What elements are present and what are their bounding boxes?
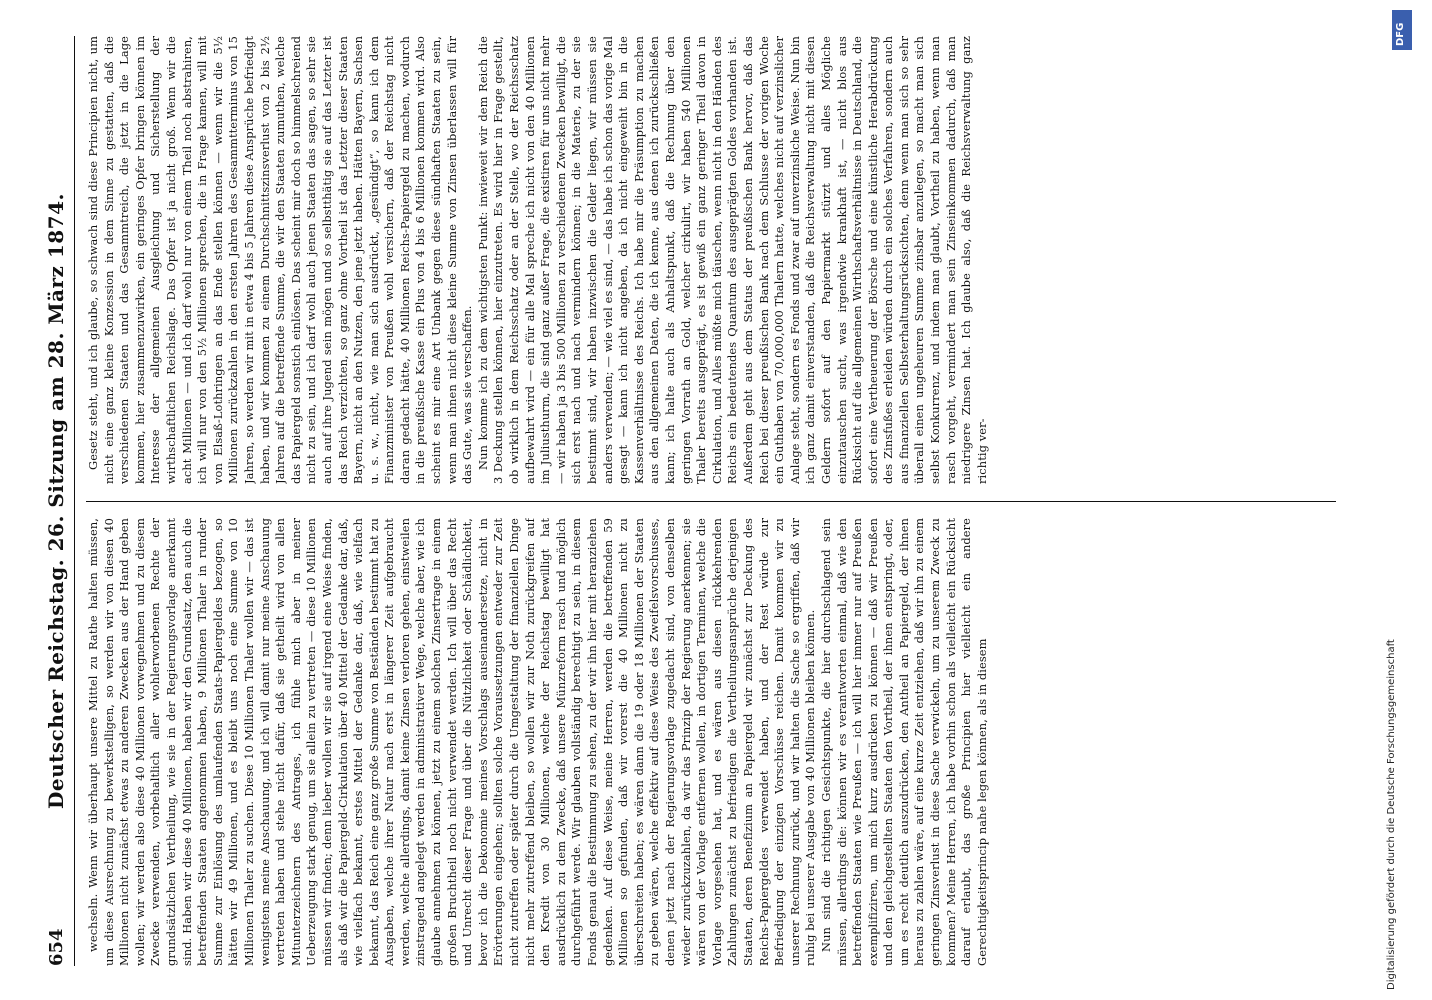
credit-text: Digitalisierung gefördert durch die Deutsche Forschungsgemeinschaft — [1386, 639, 1397, 990]
paragraph: Gesetz steht, und ich glaube, so schwach sind diese Principien nicht, um nicht eine ganz kleine Konzession in dem Sinne zu gestatten, daß die verschiedenen Staaten und das Gesammtreich, die jetzt in die Lage kommen, hier zusammenzuwirken, ein geringes Opfer bringen können im Interesse der allgemeinen Ausgleichung und Sicherstellung der wirthschaftlichen Reichslage. Das Opfer ist ja nicht groß. Wenn wir die acht Millionen — und ich darf wohl nur von einem Theil noch abstrahiren, ich will nur von den 5½ Millionen sprechen, die in Frage kamen, will mit von Elsaß-Lothringen an das Ende stellen können — wenn wir die 5½ Millionen zurückzahlen in den ersten Jahren des Gesammtterminus von 15 Jahren, so werden wir mit in etwa 4 bis 5 Jahren diese Ansprüche befriedigt haben, und wir kommen zu einem Durchschnittszinsverlust von 2 bis 2½ Jahren auf die betreffende Summe, die wir den Staaten zumuthen, welche das Papiergeld sonstich einlösen. Das scheint mir doch so himmelschreiend nicht zu sein, und ich darf wohl auch jenen Staaten das sagen, so sehr sie auch auf ihre Jugend sein mögen und so selbstthätig sie auf das Letzter ist das Reich verzichten, so ganz ohne Vortheil ist das Letzter dieser Staaten Bayern, nicht an den Nutzen, den jene jetzt haben. Hätten Bayern, Sachsen u. s. w., nicht, wie man sich ausdrückt, „gesündigt“, so kann ich dem Finanzminister von Preußen wohl versichern, daß der Reichstag nicht daran gedacht hätte, 40 Millionen Reichs-Papiergeld zu machen, wodurch in die preußische Kasse ein Plus von 4 bis 6 Millionen kommen wird. Also scheint es mir eine Art Unbank gegen diese sündhaften Staaten zu sein, wenn man ihnen nicht diese kleine Summe von Zinsen überlassen will für das Gute, was sie verschaffen. — [86, 36, 475, 484]
page-number: 654 — [46, 928, 67, 966]
dfg-logo-text: DFG — [1395, 22, 1406, 46]
text-columns — [86, 36, 1336, 966]
dfg-logo — [1392, 10, 1412, 50]
paragraph: Nun sind die richtigen Gesichtspunkte, die hier durchschlagend sein müssen, allerdings die: können wir es verantworten einmal, daß wie den betreffenden Staaten wie Preußen — ich will hier immer nur auf Preußen exemplifiziren, um mich kurz ausdrücken zu können — daß wir Preußen und den gleichgestellten Staaten den Vortheil, der ihnen entspringt, oder, um es recht deutlich auszudrücken, den Antheil an Papiergeld, der ihnen heraus zu zahlen wäre, auf eine kurze Zeit entziehen, daß wir ihn zu einem geringen Zinsverlust in diese Sache verwickeln, um zu unserem Zweck zu kommen? Meine Herren, ich habe vorhin schon als vielleicht ein Rücksicht darauf erlaubt, das große Principien hier vielleicht ein andere Gerechtigkeitsprincip nahe legen können, als in diesem — [818, 518, 989, 966]
page-header — [40, 36, 75, 966]
digitization-credit — [1382, 0, 1422, 1000]
paragraph: wechseln. Wenn wir überhaupt unsere Mittel zu Rathe halten müssen, um diese Ausrechnung zu bewerkstelligen, so werden wir von diesen 40 Millionen nicht zunächst etwas zu anderen Zwecken aus der Hand geben wollen; wir werden also diese 40 Millionen vorwegnehmen und zu diesem Zwecke verwenden, vorbehaltlich aller wohlerworbenen Rechte der grundsätzlichen Vertheilung, wie sie in der Regierungsvorlage anerkannt sind. Haben wir diese 40 Millionen, haben wir den Grundsatz, den auch die betreffenden Staaten angenommen haben, 9 Millionen Thaler in runder Summe zur Einlösung des umlaufenden Staats-Papiergeldes bezogen, so hätten wir 49 Millionen, und es bleibt uns noch eine Summe von 10 Millionen Thaler zu suchen. Diese 10 Millionen Thaler wollen wir — das ist wenigstens meine Anschauung, und ich will damit nur meine Anschauung vertreten haben und stehe nicht dafür, daß sie getheilt wird von allen Mitunterzeichnern des Antrages, ich fühle mich aber in meiner Ueberzeugung stark genug, um sie allein zu vertreten — diese 10 Millionen müssen wir finden; denn lieber wollen wir sie auf irgend eine Weise finden, als daß wir die Papiergeld-Cirkulation über 40 Mittel der Gedanke dar, daß, wie vielfach bekannt, erstes Mittel der Gedanke dar, daß, wie vielfach bekannt, das Reich eine ganz große Summe von Beständen bestimmt hat zu Ausgaben, welche ihrer Natur nach erst in längerer Zeit aufgebraucht werden, welche allerdings, damit keine Zinsen verloren gehen, einstweilen zinstragend angelegt werden in administrativer Wege, welche aber, wie ich glaube annehmen zu können, jetzt zu einem solchen Zinsertrage in einem großen Bruchtheil noch nicht verwendet werden. Ich will über das Recht und Unrecht dieser Frage und über die Nützlichkeit oder Schädlichkeit, bevor ich die Dekonomie meines Vorschlags auseinandersetze, nicht in Erörterungen eingehen; sollten solche Voraussetzungen entweder zur Zeit nicht zutreffen oder später durch die Umgestaltung der finanziellen Dinge nicht mehr zutreffend bleiben, so wollen wir zur Noth zurückgreifen auf den Kredit von 30 Millionen, welche der Reichstag bewilligt hat ausdrücklich zu dem Zwecke, daß unsere Münzreform rasch und möglich durchgeführt werde. Wir glauben vollständig berechtigt zu sein, in diesem Fonds genau die Bestimmung zu sehen, zu der wir ihn hier mit heranziehen gedenken. Auf diese Weise, meine Herren, werden die betreffenden 59 Millionen so gefunden, daß wir vorerst die 40 Millionen nicht zu überschreiten haben; es wären dann die 19 oder 18 Millionen der Staaten zu geben wären, welche effektiv auf diese Weise des Zweifelsvorschusses, denen jetzt nach der Regierungsvorlage zugedacht sind, von denselben wieder zurückzuzahlen, da wir das Prinzip der Regierung anerkennen; sie wären von der Vorlage entfernen wollen, in dortigen Terminen, welche die Vorlage vorgesehen hat, und es wären aus diesen rückkehrenden Zahlungen zunächst zu befriedigen die Vertheilungsansprüche derjenigen Staaten, deren Benefizium an Papiergeld wir zunächst zur Deckung des Reichs-Papiergeldes verwendet haben, und der Rest würde zur Befriedigung der einzigen Vorschüsse reichen. Damit kommen wir zu unserer Rechnung zurück, und wir halten die Sache so ergriffen, daß wir ruhig bei unserer Ausgabe von 40 Millionen bleiben können. — [86, 518, 818, 966]
left-column — [86, 518, 1336, 966]
column-divider — [86, 501, 1336, 502]
paragraph: Nun komme ich zu dem wichtigsten Punkt: inwieweit wir dem Reich die 3 Deckung stellen können, hier einzutreten. Es wird hier in Frage gestellt, ob wirklich in dem Reichsschatz oder an der Stelle, wo der Reichsschatz aufbewahrt wird — ein für alle Mal spreche ich nicht von den 40 Millionen im Juliusthurm, die sind ganz außer Frage, die existiren für uns nicht mehr — wir haben ja 3 bis 500 Millionen zu verschiedenen Zwecken bewilligt, die sich erst nach und nach vermindern können; in die Materie, zu der sie bestimmt sind, wir haben inzwischen die Gelder liegen, wir müssen sie anders verwenden; — wie viel es sind, — das habe ich schon das vorige Mal gesagt — kann ich nicht angeben, da ich nicht eingeweiht bin in die Kassenverhältnisse des Reichs. Ich habe mir die Präsumption zu machen aus den allgemeinen Daten, die ich kenne, aus denen ich zurückschließen kann; ich halte auch als Anhaltspunkt, daß die Rechnung über den geringen Vorrath an Gold, welcher cirkulirt, wir haben 540 Millionen Thaler bereits ausgeprägt, es ist gewiß ein ganz geringer Theil davon in Cirkulation, und Alles müßte mich täuschen, wenn nicht in den Händen des Reichs ein bedeutendes Quantum des ausgeprägten Goldes vorhanden ist. Außerdem geht aus dem Status der preußischen Bank hervor, daß das Reich bei dieser preußischen Bank nach dem Schlusse der vorigen Woche ein Guthaben von 70,000,000 Thalern hatte, welches nicht auf verzinslicher Anlage steht, sondern es Fonds und zwar auf unverzinsliche Weise. Nun bin ich ganz damit einverstanden, daß die Reichsverwaltung nicht mit diesen Geldern sofort auf den Papiermarkt stürzt und alles Mögliche einzutauschen sucht, was irgendwie krankhaft ist, — nicht blos aus Rücksicht auf die allgemeinen Wirthschaftsverhältnisse in Deutschland, die sofort eine Vertheuerung der Börsche und eine künstliche Herabdrückung des Zinsfußes erleiden würden durch ein solches Verfahren, sondern auch aus finanziellen Selbsterhaltungsrücksichten, denn wenn man sich so sehr überall einen ungeheuren Summe zinsbar anzulegen, so macht man sich selbst Konkurrenz, und indem man glaubt, Vortheil zu haben, wenn man rasch vorgeht, vermindert man sein Zinseinkommen dadurch, daß man niedrigere Zinsen hat. Ich glaube also, daß die Reichsverwaltung ganz richtig ver- — [475, 36, 989, 484]
right-column — [86, 36, 1336, 484]
running-title: Deutscher Reichstag. 26. Sitzung am 28. März 1874. — [44, 193, 68, 809]
